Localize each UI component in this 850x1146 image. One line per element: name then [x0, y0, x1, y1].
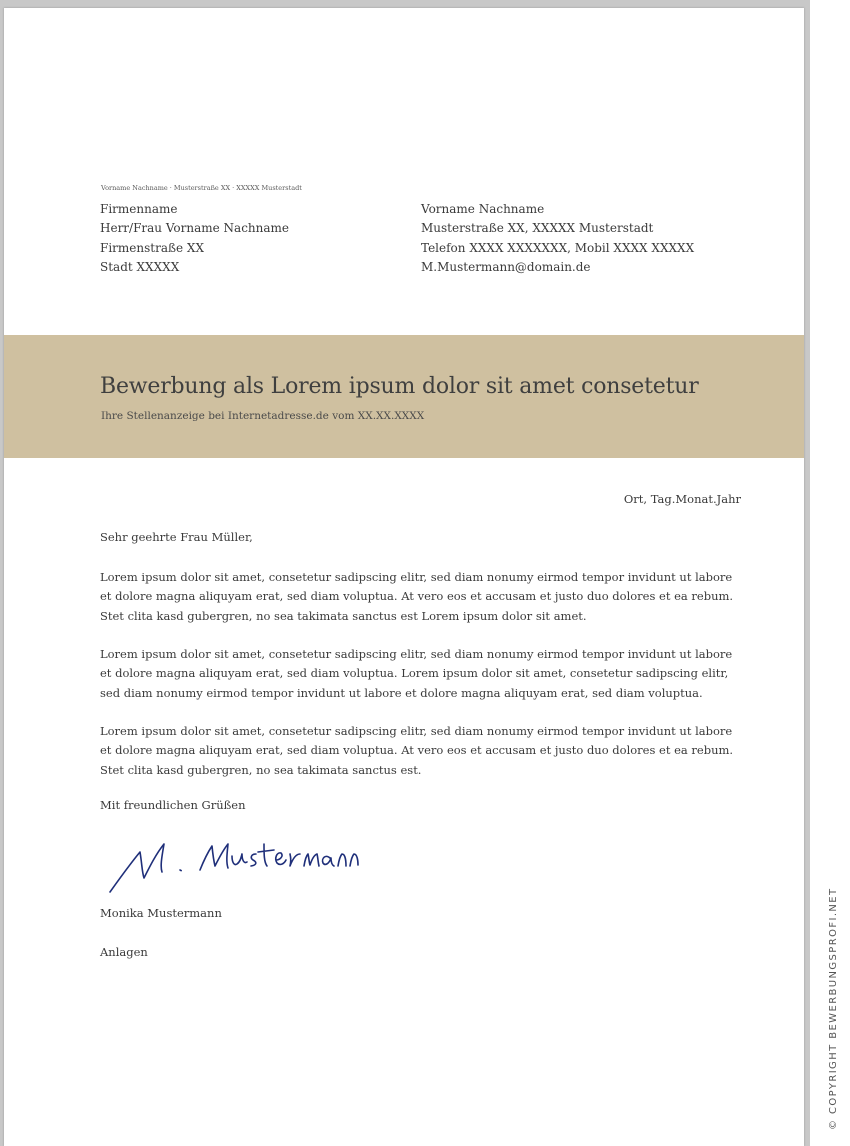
recipient-address [100, 200, 289, 277]
paragraph-line: Lorem ipsum dolor sit amet, consetetur sadipscing elitr, sed diam nonumy eirmod tempor invidunt ut labore [100, 724, 733, 738]
sender-address: Musterstraße XX, XXXXX Musterstadt [421, 221, 654, 236]
copyright-notice: © COPYRIGHT BEWERBUNGSPROFI.NET [828, 887, 839, 1130]
recipient-city: Stadt XXXXX [100, 259, 180, 274]
paragraph-line: Stet clita kasd gubergren, no sea takimata sanctus est. [100, 762, 422, 777]
paragraph-line: et dolore magna aliquyam erat, sed diam voluptua. Lorem ipsum dolor sit amet, consetetur sadipscing elitr, [100, 666, 729, 681]
sender-name: Vorname Nachname [421, 202, 545, 216]
place-date: Ort, Tag.Monat.Jahr [623, 492, 741, 506]
title-banner [4, 335, 804, 458]
sender-contact-block [421, 200, 694, 277]
recipient-contact: Herr/Frau Vorname Nachname [100, 221, 290, 236]
sender-phone: Telefon XXXX XXXXXXX, Mobil XXXX XXXXX [421, 240, 695, 255]
paragraph-line: et dolore magna aliquyam erat, sed diam voluptua. At vero eos et accusam et justo duo dolores et ea rebum. [100, 589, 734, 604]
body-paragraph [100, 722, 750, 780]
attachments-note: Anlagen [100, 945, 148, 959]
paragraph-line: Lorem ipsum dolor sit amet, consetetur sadipscing elitr, sed diam nonumy eirmod tempor invidunt ut labore [100, 570, 733, 584]
signer-name: Monika Mustermann [100, 906, 222, 920]
paragraph-line: Lorem ipsum dolor sit amet, consetetur sadipscing elitr, sed diam nonumy eirmod tempor invidunt ut labore [100, 647, 733, 661]
recipient-street: Firmenstraße XX [100, 240, 204, 255]
body-paragraph [100, 645, 750, 703]
recipient-company: Firmenname [100, 202, 178, 216]
sender-return-line: Vorname Nachname · Musterstraße XX · XXXXX Musterstadt [101, 184, 302, 192]
letter-page [4, 8, 804, 1146]
paragraph-line: sed diam nonumy eirmod tempor invidunt ut labore et dolore magna aliquyam erat, sed diam voluptua. [100, 685, 703, 700]
closing-phrase: Mit freundlichen Grüßen [100, 798, 246, 812]
letter-subtitle: Ihre Stellenanzeige bei Internetadresse.de vom XX.XX.XXXX [101, 410, 425, 422]
paragraph-line: et dolore magna aliquyam erat, sed diam voluptua. At vero eos et accusam et justo duo dolores et ea rebum. [100, 743, 734, 758]
handwritten-signature [104, 830, 364, 900]
salutation: Sehr geehrte Frau Müller, [100, 530, 253, 544]
paragraph-line: Stet clita kasd gubergren, no sea takimata sanctus est Lorem ipsum dolor sit amet. [100, 608, 587, 623]
body-paragraph [100, 568, 750, 626]
sender-email: M.Mustermann@domain.de [421, 259, 591, 274]
letter-title: Bewerbung als Lorem ipsum dolor sit amet consetetur [100, 374, 699, 399]
